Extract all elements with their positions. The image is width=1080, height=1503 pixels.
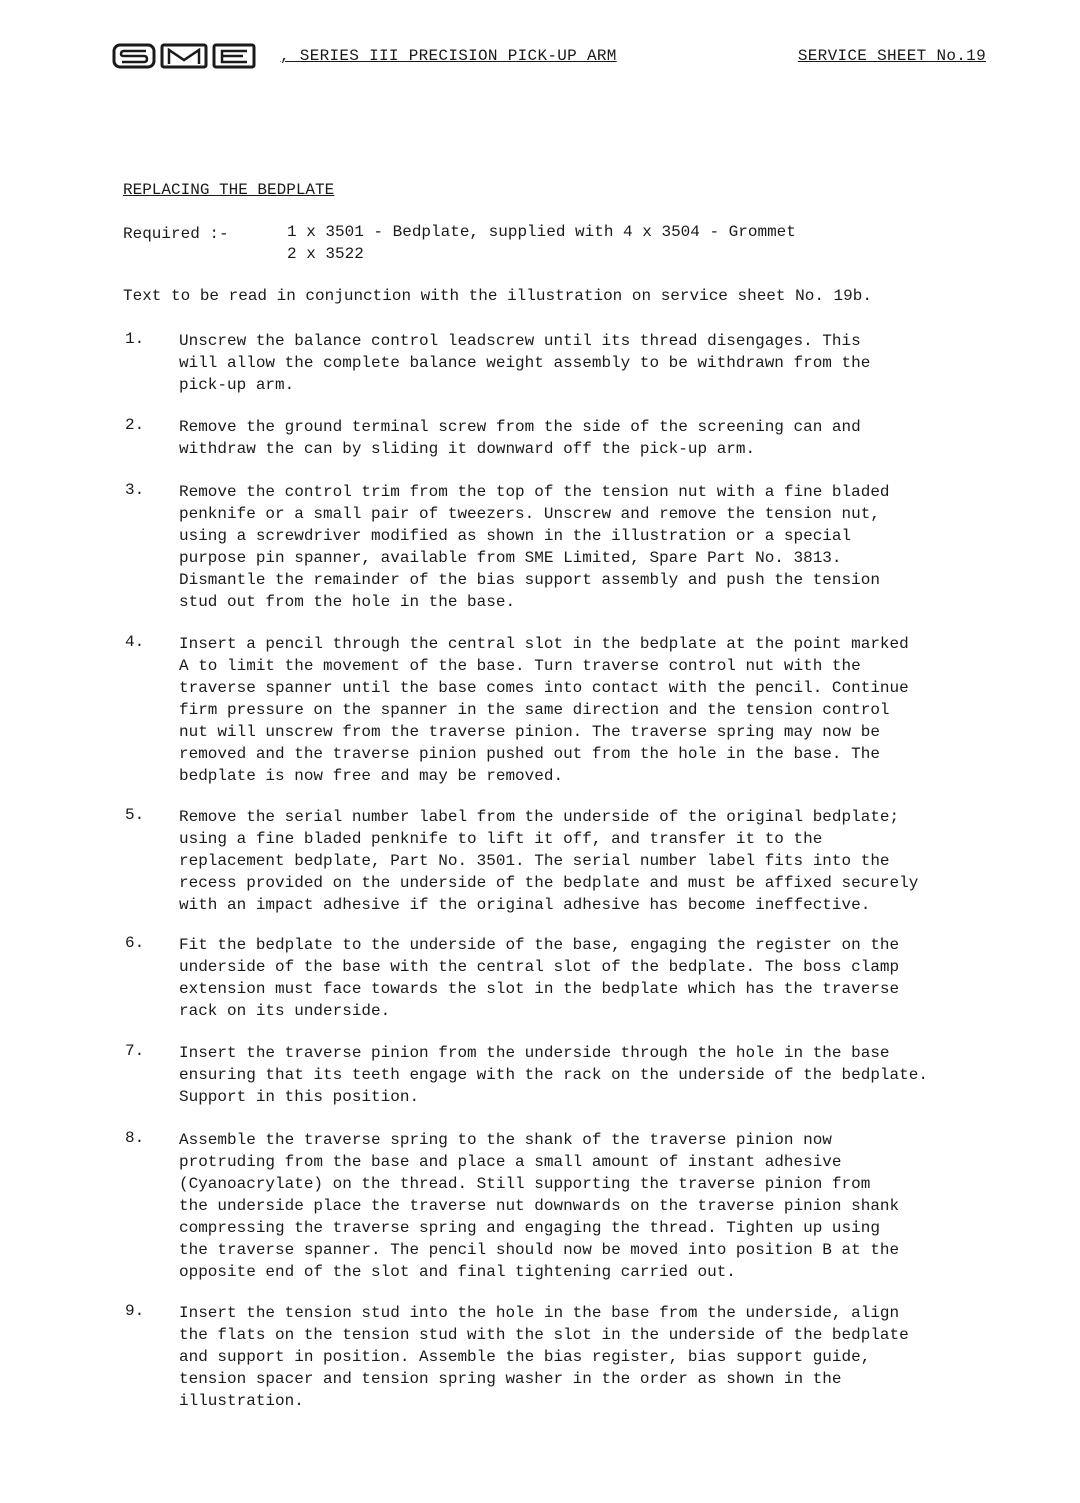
step-number: 7. (125, 1042, 145, 1060)
required-line: 2 x 3522 (287, 245, 364, 263)
required-line: 1 x 3501 - Bedplate, supplied with 4 x 3504 - Grommet (287, 223, 796, 241)
step-number: 1. (125, 330, 145, 348)
step-number: 5. (125, 806, 145, 824)
step-number: 2. (125, 416, 145, 434)
step-text: Insert a pencil through the central slot in the bedplate at the point marked A to limit the movement of the base. Turn traverse control nut with the traverse spanner until the base comes into contact with the pencil. Continue firm pressure on the spanner in the same direction and the tension control nut will unscrew from the traverse pinion. The traverse spring may now be removed and the traverse pinion pushed out from the hole in the base. The bedplate is now free and may be removed. (179, 635, 909, 785)
sheet-number: SERVICE SHEET No.19 (797, 47, 986, 65)
step-text: Remove the control trim from the top of the tension nut with a fine bladed penknife or a small pair of tweezers. Unscrew and remove the tension nut, using a screwdriver modified as shown in the illustration or a special purpose pin spanner, available from SME Limited, Spare Part No. 3813. Dismantle the remainder of the bias support assembly and push the tension stud out from the hole in the base. (179, 483, 890, 611)
series-title: , SERIES III PRECISION PICK-UP ARM (280, 47, 617, 65)
step-text: Remove the serial number label from the underside of the original bedplate; using a fine bladed penknife to lift it off, and transfer it to the replacement bedplate, Part No. 3501. The serial number label fits into the recess provided on the underside of the bedplate and must be affixed securely with an impact adhesive if the original adhesive has become ineffective. (179, 808, 919, 914)
intro-text: Text to be read in conjunction with the illustration on service sheet No. 19b. (123, 287, 872, 305)
step-number: 9. (125, 1302, 145, 1320)
required-label: Required :- (123, 225, 229, 243)
sme-logo-graphic (112, 42, 268, 72)
step-number: 4. (125, 633, 145, 651)
step-text: Insert the tension stud into the hole in the base from the underside, align the flats on the tension stud with the slot in the underside of the bedplate and support in position. Assemble the bias register, bias support guide, tension spacer and tension spring washer in the order as shown in the illustration. (179, 1304, 909, 1410)
step-number: 6. (125, 934, 145, 952)
step-number: 3. (125, 481, 145, 499)
page-header (112, 42, 986, 72)
step-number: 8. (125, 1129, 145, 1147)
step-text: Remove the ground terminal screw from the side of the screening can and withdraw the can by sliding it downward off the pick-up arm. (179, 418, 861, 458)
sme-logo (112, 42, 272, 72)
section-title: REPLACING THE BEDPLATE (123, 181, 335, 199)
step-text: Fit the bedplate to the underside of the base, engaging the register on the underside of the base with the central slot of the bedplate. The boss clamp extension must face towards the slot in the bedplate which has the traverse rack on its underside. (179, 936, 900, 1020)
step-text: Unscrew the balance control leadscrew until its thread disengages. This will allow the complete balance weight assembly to be withdrawn from the pick-up arm. (179, 332, 871, 394)
step-text: Insert the traverse pinion from the underside through the hole in the base ensuring that its teeth engage with the rack on the underside of the bedplate. Support in this position. (179, 1044, 928, 1106)
step-text: Assemble the traverse spring to the shank of the traverse pinion now protruding from the base and place a small amount of instant adhesive (Cyanoacrylate) on the thread. Still supporting the traverse pinion from the underside place the traverse nut downwards on the traverse pinion shank compressing the traverse spring and engaging the thread. Tighten up using the traverse spanner. The pencil should now be moved into position B at the opposite end of the slot and final tightening carried out. (179, 1131, 900, 1281)
